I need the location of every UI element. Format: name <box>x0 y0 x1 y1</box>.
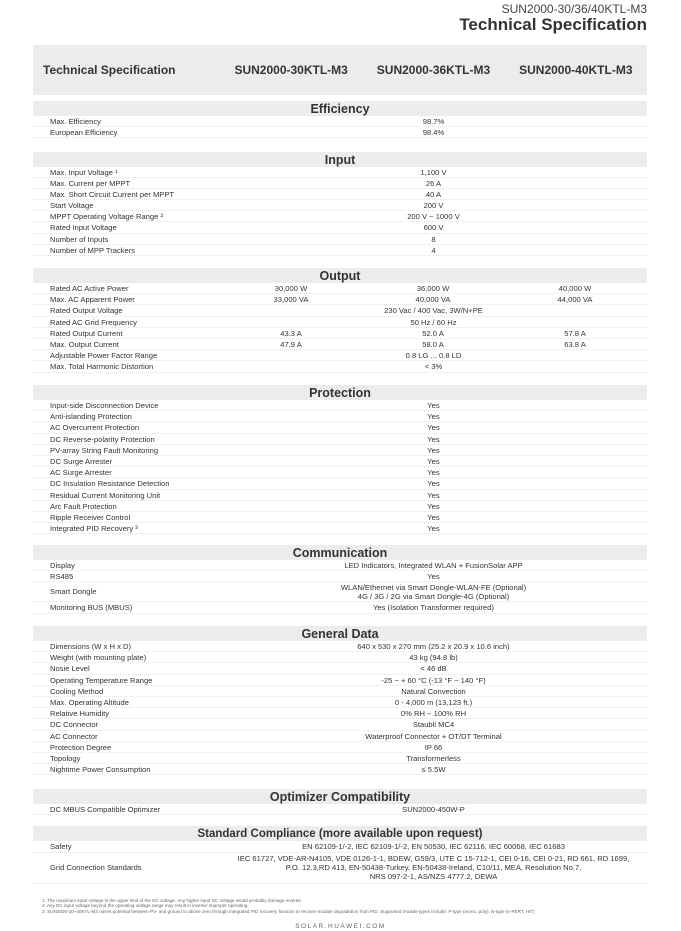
section-title: Optimizer Compatibility <box>33 789 647 804</box>
section-title: Communication <box>33 545 647 560</box>
table-row <box>33 501 647 512</box>
row-label: Integrated PID Recovery ³ <box>50 524 138 534</box>
row-value: 40 A <box>425 190 442 200</box>
row-label: DC Insulation Resistance Detection <box>50 479 170 489</box>
table-row <box>33 742 647 753</box>
row-value: SUN2000-450W-P <box>402 805 465 814</box>
row-value: IP 66 <box>424 742 443 752</box>
row-label: AC Connector <box>50 731 98 741</box>
section-title: Standard Compliance (more available upon request) <box>33 826 647 841</box>
row-label: Ripple Receiver Control <box>50 512 131 522</box>
row-label: Max. Short Circuit Current per MPPT <box>50 190 175 200</box>
row-label: Nosie Level <box>50 664 90 674</box>
table-row <box>33 234 647 245</box>
row-label: Protection Degree <box>50 742 112 752</box>
row-label: Topology <box>50 753 81 763</box>
table-row <box>33 686 647 697</box>
row-label: Weight (with mounting plate) <box>50 653 147 663</box>
header-col-30ktl: SUN2000-30KTL-M3 <box>234 63 348 77</box>
table-row <box>33 116 647 127</box>
row-value: Yes <box>427 468 440 478</box>
row-label: AC Surge Arrester <box>50 468 112 478</box>
row-label: DC Reverse-polarity Protection <box>50 434 155 444</box>
row-label: Max. Current per MPPT <box>50 179 131 189</box>
table-row <box>33 127 647 138</box>
row-value: Transformerless <box>406 753 461 763</box>
row-max-output-current: Max. Output Current 47.9 A 58.0 A 63.8 A <box>33 339 647 350</box>
row-label: PV-array String Fault Monitoring <box>50 445 159 455</box>
section-input <box>33 152 647 256</box>
table-row <box>33 422 647 433</box>
row-label: Number of MPP Trackers <box>50 245 136 255</box>
table-row <box>33 697 647 708</box>
row-label: Residual Current Monitoring Unit <box>50 490 161 500</box>
row-value: 200 V <box>423 201 444 211</box>
row-value: Waterproof Connector + OT/DT Terminal <box>365 731 502 741</box>
row-value: Yes <box>427 456 440 466</box>
row-thd: Max. Total Harmonic Distortion < 3% <box>33 361 647 372</box>
table-row <box>33 512 647 523</box>
table-row <box>33 167 647 178</box>
table-row <box>33 490 647 501</box>
table-row <box>33 804 647 815</box>
row-label: European Efficiency <box>50 128 118 137</box>
table-row <box>33 445 647 456</box>
row-rated-ac-grid-frequency: Rated AC Grid Frequency 50 Hz / 60 Hz <box>33 317 647 328</box>
row-value: 8 <box>431 234 436 244</box>
table-row <box>33 456 647 467</box>
footnote-3: 3. SUN2000-30~40KTL-M3 raises potential between PV- and ground to above zero through integrated PID recovery function to recover module degradation from PID. Supported module types include: P-type (mono, poly), N-type (n-PERT, HIT) <box>42 908 535 914</box>
table-row <box>33 719 647 730</box>
model-line: SUN2000-30/36/40KTL-M3 <box>501 2 647 16</box>
section-title: Protection <box>33 385 647 400</box>
table-row <box>33 478 647 489</box>
row-value: Yes <box>427 512 440 522</box>
row-label: MPPT Operating Voltage Range ² <box>50 212 163 222</box>
row-label: Number of Inputs <box>50 234 109 244</box>
row-label: Input-side Disconnection Device <box>50 401 159 410</box>
header-col-40ktl: SUN2000-40KTL-M3 <box>519 63 633 77</box>
table-row <box>33 189 647 200</box>
row-value: Yes <box>427 501 440 511</box>
row-label: Cooling Method <box>50 686 104 696</box>
row-value: -25 ~ + 60 °C (-13 °F ~ 140 °F) <box>381 675 486 685</box>
row-power-factor: Adjustable Power Factor Range 0.8 LG ... 0.8 LD <box>33 350 647 361</box>
row-value: Yes <box>427 479 440 489</box>
section-title: Output <box>33 268 647 283</box>
table-row <box>33 467 647 478</box>
table-row <box>33 200 647 211</box>
section-communication <box>33 545 647 614</box>
row-smart-dongle: Smart Dongle WLAN/Ethernet via Smart Dongle-WLAN-FE (Optional) 4G / 3G / 2G via Smart Dongle-4G (Optional) <box>33 582 647 602</box>
row-safety: Safety EN 62109-1/-2, IEC 62109-1/-2, EN 50530, IEC 62116, IEC 60068, IEC 61683 <box>33 841 647 853</box>
row-label: Max. Efficiency <box>50 117 101 126</box>
table-row <box>33 663 647 674</box>
table-row <box>33 675 647 686</box>
row-value: 600 V <box>423 223 444 233</box>
row-label: Max. Input Voltage ¹ <box>50 168 118 177</box>
table-row <box>33 731 647 742</box>
table-row <box>33 222 647 233</box>
row-grid-standards: Grid Connection Standards IEC 61727, VDE-AR-N4105, VDE 0126-1-1, BDEW, G59/3, UTE C 15-712-1, CEI 0-16, CEI 0-21, RD 661, RD 1699, P.O. 12.3,RD 413, EN-50438-Turkey, EN-50438-Ireland, C10/11, MEA, Resolution No.7, NRS 097-2-1, AS/NZS 4777.2, DEWA <box>33 853 647 884</box>
row-rated-output-current: Rated Output Current 43.3 A 52.0 A 57.8 A <box>33 328 647 339</box>
section-optimizer <box>33 789 647 815</box>
row-value: Yes <box>427 490 440 500</box>
row-value: ≤ 5.5W <box>421 765 446 775</box>
row-value: Yes <box>427 412 440 422</box>
section-protection <box>33 385 647 534</box>
row-label: AC Overcurrent Protection <box>50 423 140 433</box>
row-label: Arc Fault Protection <box>50 501 117 511</box>
row-label: Dimensions (W x H x D) <box>50 642 132 651</box>
row-label: DC Surge Arrester <box>50 456 113 466</box>
row-value: Yes <box>427 445 440 455</box>
row-label: Max. Operating Altitude <box>50 697 129 707</box>
row-value: Yes <box>427 423 440 433</box>
row-label: Rated Input Voltage <box>50 223 117 233</box>
row-rs485: RS485 Yes <box>33 571 647 582</box>
footnotes <box>42 898 642 914</box>
row-rated-output-voltage: Rated Output Voltage 230 Vac / 400 Vac, 3W/N+PE <box>33 305 647 316</box>
row-value: 1,100 V <box>420 168 447 177</box>
row-value: Yes <box>427 401 440 410</box>
row-value: 200 V ~ 1000 V <box>407 212 460 222</box>
footnote-1: 1. The maximum input voltage is the upper limit of the DC voltage. Any higher input DC voltage would probably damage inverter. <box>42 898 303 903</box>
header-col-36ktl: SUN2000-36KTL-M3 <box>376 63 491 77</box>
section-title: Efficiency <box>33 101 647 116</box>
row-value: 98.4% <box>422 128 445 137</box>
row-value: Natural Convection <box>401 686 466 696</box>
section-title: General Data <box>33 626 647 641</box>
row-display: Display LED Indicators, Integrated WLAN + FusionSolar APP <box>33 560 647 571</box>
table-row <box>33 764 647 775</box>
row-value: 43 kg (94.8 lb) <box>409 653 458 663</box>
table-header <box>33 45 647 95</box>
table-row <box>33 178 647 189</box>
section-general-data <box>33 626 647 775</box>
row-mbus: Monitoring BUS (MBUS) Yes (Isolation Transformer required) <box>33 602 647 613</box>
row-label: Relative Humidity <box>50 709 110 719</box>
row-label: Nightime Power Consumption <box>50 765 151 775</box>
table-row <box>33 245 647 256</box>
table-row <box>33 753 647 764</box>
section-compliance <box>33 826 647 884</box>
row-rated-ac-active-power: Rated AC Active Power 30,000 W 36,000 W 40,000 W <box>33 283 647 294</box>
row-value: 0% RH ~ 100% RH <box>400 709 467 719</box>
table-row <box>33 708 647 719</box>
row-value: < 46 dB <box>420 664 447 674</box>
table-row <box>33 400 647 411</box>
row-label: Start Voltage <box>50 201 94 211</box>
table-row <box>33 641 647 652</box>
table-row <box>33 434 647 445</box>
row-value: 26 A <box>425 179 442 189</box>
page-title: Technical Specification <box>459 15 647 34</box>
table-row <box>33 411 647 422</box>
footnote-2: 2. Any DC input voltage beyond the operating voltage range may result in inverter improper operating. <box>42 903 249 909</box>
row-value: 98.7% <box>422 117 445 126</box>
row-label: Operating Temperature Range <box>50 675 153 685</box>
row-value: Yes <box>427 524 440 534</box>
row-value: 640 x 530 x 270 mm (25.2 x 20.9 x 10.6 inch) <box>357 642 510 651</box>
site-url: SOLAR.HUAWEI.COM <box>295 923 386 930</box>
row-label: DC Connector <box>50 720 99 730</box>
table-row <box>33 523 647 534</box>
row-max-ac-apparent-power: Max. AC Apparent Power 33,000 VA 40,000 VA 44,000 VA <box>33 294 647 305</box>
header-col-spec: Technical Specification <box>43 63 176 77</box>
row-label: Anti-islanding Protection <box>50 412 132 422</box>
row-value: Yes <box>427 434 440 444</box>
row-value: 0 - 4,000 m (13,123 ft.) <box>394 697 473 707</box>
row-value: Staubli MC4 <box>412 720 455 730</box>
row-label: DC MBUS Compatible Optimizer <box>50 805 161 814</box>
section-efficiency <box>33 101 647 138</box>
table-row <box>33 652 647 663</box>
section-title: Input <box>33 152 647 167</box>
section-output <box>33 268 647 373</box>
table-row <box>33 211 647 222</box>
row-value: 4 <box>431 245 436 255</box>
